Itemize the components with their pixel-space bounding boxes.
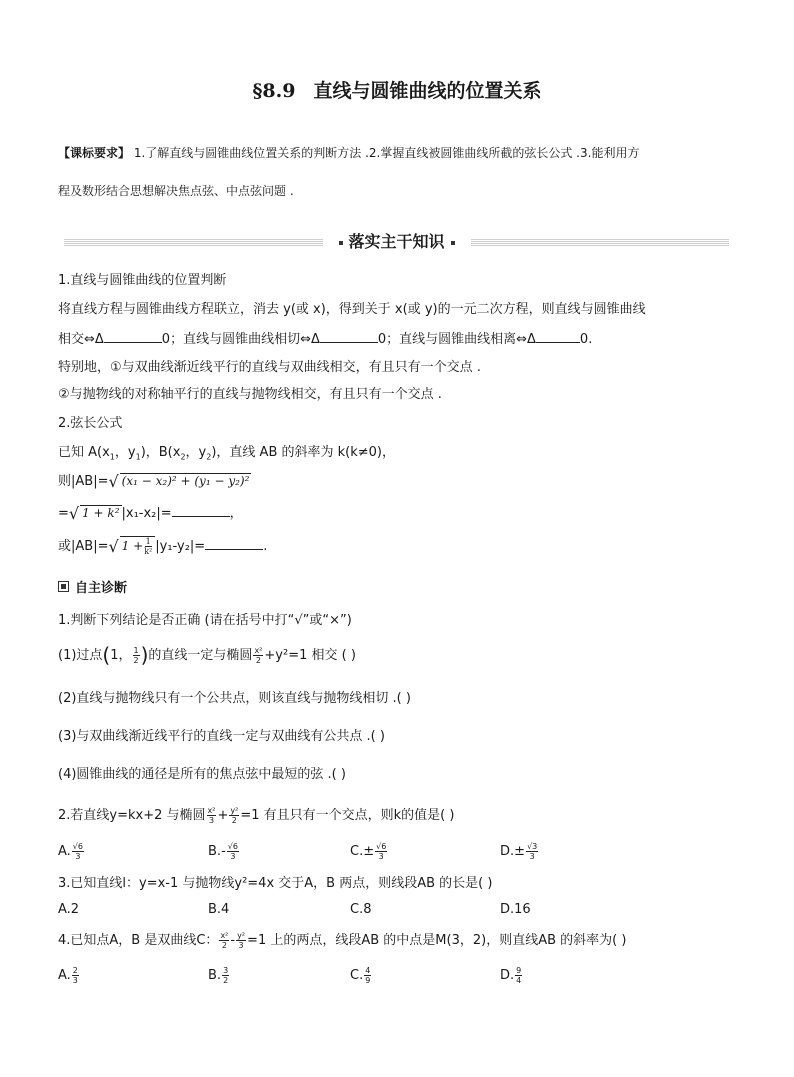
diagnosis-heading: 自主诊断 [58,577,127,596]
question-1-3: (3)与双曲线渐近线平行的直线一定与双曲线有公共点 .( ) [58,729,385,744]
q4-option-b[interactable]: B. $\frac{3}{2}$ [208,966,229,985]
question-1-4: (4)圆锥曲线的通径是所有的焦点弦中最短的弦 .( ) [58,767,346,782]
banner-label: 落实主干知识 [322,230,470,254]
paragraph-special-1: 特别地，①与双曲线渐近线平行的直线与双曲线相交，有且只有一个交点 . [58,360,481,375]
q3-option-b[interactable]: B.4 [208,902,230,917]
q4-option-a[interactable]: A. $\frac{2}{3}$ [58,966,78,985]
q4-option-d[interactable]: D. $\frac{9}{4}$ [500,966,522,985]
question-1: 1.判断下列结论是否正确 (请在括号中打“√”或“×”) [58,613,352,628]
paragraph-combine: 将直线方程与圆锥曲线方程联立，消去 y(或 x)，得到关于 x(或 y)的一元二次方程，则直线与圆锥曲线 [58,302,646,317]
blank-y-chord[interactable] [205,536,263,550]
q3-option-c[interactable]: C.8 [350,902,372,917]
question-2: 2.若直线y=kx+2 与椭圆 $\frac{\text{x²}}{3}$ + $\frac{\text{y²}}{2}$ =1 有且只有一个交点，则k的值是( ) [58,806,455,825]
q3-option-d[interactable]: D.16 [500,902,531,917]
title-text: 直线与圆锥曲线的位置关系 [313,80,542,102]
formula-y-chord: 或|AB|=√ 1 + $\frac{1}{\text{k²}}$ |y₁-y₂|= . [58,537,268,556]
question-1-1: (1)过点(1， $\frac{1}{2}$ )的直线一定与椭圆 $\frac{\text{x²}}{2}$ +y²=1 相交 ( ) [58,643,356,667]
formula-distance: 则|AB|=√ (x₁ − x₂)² + (y₁ − y₂)² [58,472,250,491]
question-4: 4.已知点A，B 是双曲线C： $\frac{\text{x²}}{2}$ - $\frac{\text{y²}}{3}$ =1 上的两点，线段AB 的中点是M(3，2)，则直线AB 的斜率为( ) [58,931,627,950]
blank-intersect[interactable] [104,329,162,343]
requirements-line-2: 程及数形结合思想解决焦点弦、中点弦问题 . [58,184,294,198]
blank-separate[interactable] [536,329,580,343]
requirements-tag: 【课标要求】 [58,146,131,160]
question-1-2: (2)直线与抛物线只有一个公共点，则该直线与抛物线相切 .( ) [58,691,411,706]
diagnosis-icon [58,581,69,592]
section-number: §8.9 [252,80,296,102]
page-title [0,76,794,103]
blank-x-chord[interactable] [172,503,230,517]
q2-option-d[interactable]: D.± $\frac{√3}{3}$ [500,842,538,861]
paragraph-discriminant: 相交⇔Δ 0；直线与圆锥曲线相切⇔Δ 0；直线与圆锥曲线相离⇔Δ 0. [58,329,748,350]
question-3: 3.已知直线l：y=x-1 与抛物线y²=4x 交于A，B 两点，则线段AB 的长是( ) [58,876,493,891]
requirements-line-1: 【课标要求】 1.了解直线与圆锥曲线位置关系的判断方法 .2.掌握直线被圆锥曲线所截的弦长公式 .3.能利用方 [58,146,640,160]
q3-option-a[interactable]: A.2 [58,902,80,917]
heading-chord: 2.弦长公式 [58,416,123,431]
formula-x-chord: =√ 1 + k² |x₁-x₂|= ， [58,504,243,523]
question-2-options [58,842,748,866]
q2-option-b[interactable]: B.- $\frac{√6}{3}$ [208,842,238,861]
q4-option-c[interactable]: C. $\frac{4}{9}$ [350,966,371,985]
paragraph-special-2: ②与抛物线的对称轴平行的直线与抛物线相交，有且只有一个交点 . [58,387,442,402]
q2-option-c[interactable]: C.± $\frac{√6}{3}$ [350,842,387,861]
heading-position: 1.直线与圆锥曲线的位置判断 [58,273,227,288]
question-3-options [58,902,748,922]
q2-option-a[interactable]: A. $\frac{√6}{3}$ [58,842,83,861]
question-4-options [58,966,748,990]
blank-tangent[interactable] [320,329,378,343]
section-banner [64,230,729,254]
paragraph-points: 已知 $A(x_1$，$y_1$)，$B(x_2$，$y_2$)，直线 AB 的斜率为 k(k≠0)， [58,445,395,462]
